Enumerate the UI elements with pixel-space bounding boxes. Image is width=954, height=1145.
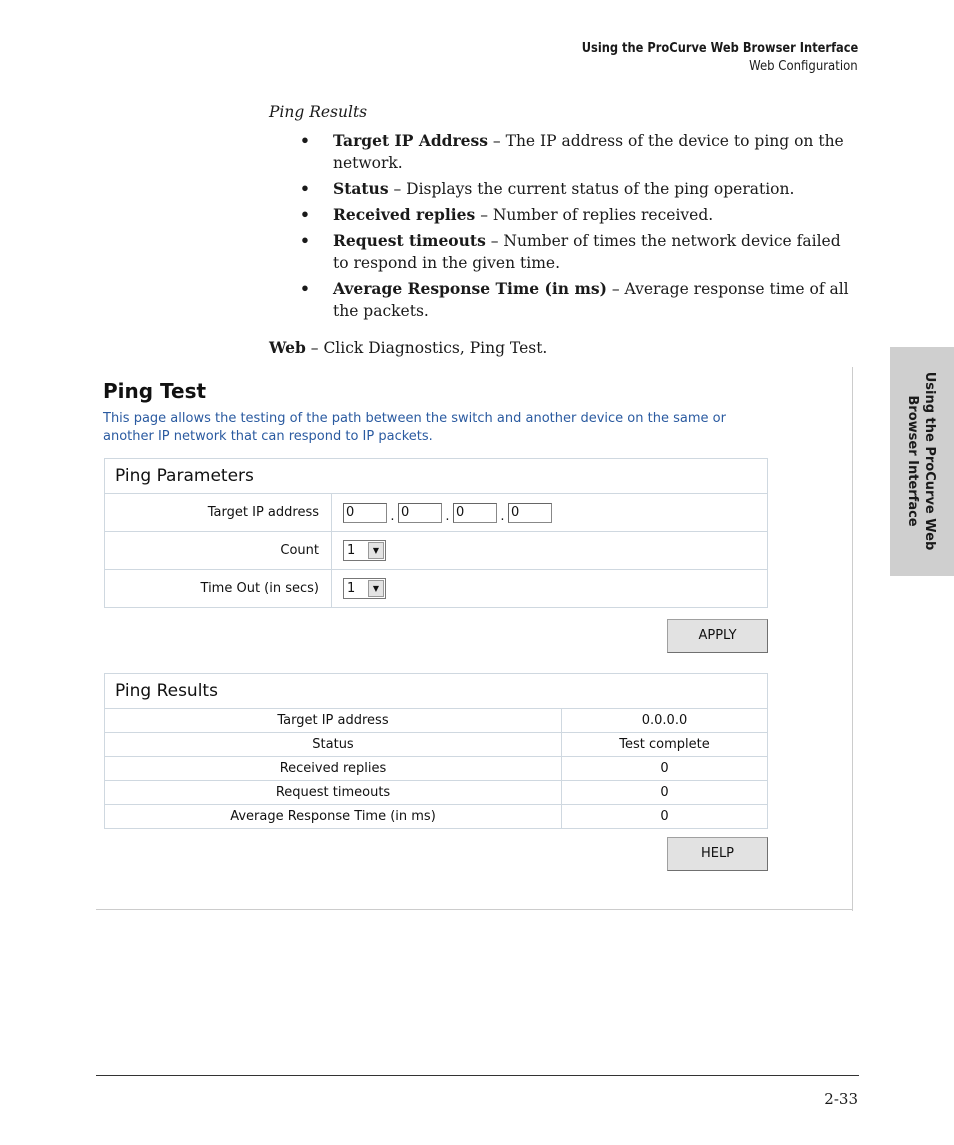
- list-item: [300, 178, 860, 200]
- ping-results-panel: [104, 673, 768, 829]
- ping-results-subheading: Ping Results: [269, 103, 368, 121]
- target-ip-row: [105, 494, 767, 532]
- field-description: – Number of replies received.: [475, 206, 714, 224]
- timeout-row: [105, 570, 767, 607]
- table-row: [105, 805, 767, 828]
- count-row: [105, 532, 767, 570]
- timeout-control: [332, 570, 767, 607]
- list-item: [300, 230, 860, 274]
- bullet-icon: •: [300, 131, 310, 150]
- field-term: Received replies: [333, 205, 476, 224]
- target-ip-inputs: [332, 494, 767, 531]
- dropdown-arrow-icon[interactable]: ▼: [368, 580, 384, 597]
- ping-results-field-list: [300, 130, 860, 326]
- count-label: Count: [105, 532, 332, 569]
- timeout-label: Time Out (in secs): [105, 570, 332, 607]
- ip-separator: .: [500, 509, 505, 524]
- result-value: 0.0.0.0: [641, 713, 688, 728]
- ip-octet-1-input[interactable]: 0: [343, 503, 387, 523]
- result-label: Target IP address: [105, 709, 562, 732]
- web-instruction-text: – Click Diagnostics, Ping Test.: [305, 339, 548, 357]
- ping-parameters-panel: [104, 458, 768, 608]
- result-label: Received replies: [105, 757, 562, 780]
- web-instruction: [269, 338, 547, 357]
- ip-octet-2-input[interactable]: 0: [398, 503, 442, 523]
- ping-parameters-title: Ping Parameters: [105, 459, 767, 494]
- table-row: [105, 757, 767, 781]
- help-button[interactable]: HELP: [667, 837, 768, 871]
- field-term: Average Response Time (in ms): [333, 279, 607, 298]
- running-header-title: Using the ProCurve Web Browser Interface: [581, 41, 858, 56]
- bullet-icon: •: [300, 231, 310, 250]
- count-select-value: 1: [347, 543, 356, 558]
- field-description: – Number of times the network device failed to respond in the given time.: [333, 232, 841, 272]
- result-label: Status: [105, 733, 562, 756]
- table-row: [105, 733, 767, 757]
- list-item: [300, 278, 860, 322]
- result-value: 0: [660, 809, 669, 824]
- bullet-icon: •: [300, 205, 310, 224]
- footer-rule: [96, 1075, 859, 1076]
- result-value: 0: [660, 785, 669, 800]
- field-description: – Average response time of all the packets.: [333, 280, 849, 320]
- dropdown-arrow-icon[interactable]: ▼: [368, 542, 384, 559]
- field-term: Target IP Address: [333, 131, 488, 150]
- field-term: Status: [333, 179, 389, 198]
- field-term: Request timeouts: [333, 231, 486, 250]
- running-header-subtitle: Web Configuration: [749, 59, 858, 74]
- ip-separator: .: [445, 509, 450, 524]
- field-description: – Displays the current status of the ping operation.: [388, 180, 795, 198]
- table-row: [105, 709, 767, 733]
- ping-results-title: Ping Results: [105, 674, 767, 709]
- timeout-select-value: 1: [347, 581, 356, 596]
- result-value: Test complete: [619, 737, 710, 752]
- web-label: Web: [269, 338, 306, 357]
- count-control: [332, 532, 767, 569]
- section-thumb-tab-label: Using the ProCurve Web Browser Interface: [905, 371, 937, 551]
- result-label: Request timeouts: [105, 781, 562, 804]
- page-number: 2-33: [824, 1090, 858, 1108]
- ip-octet-4-input[interactable]: 0: [508, 503, 552, 523]
- result-value: 0: [660, 761, 669, 776]
- ip-octet-3-input[interactable]: 0: [453, 503, 497, 523]
- screenshot-frame-bottom: [96, 909, 853, 910]
- target-ip-label: Target IP address: [105, 494, 332, 531]
- timeout-select[interactable]: [343, 578, 386, 599]
- ip-separator: .: [390, 509, 395, 524]
- list-item: [300, 130, 860, 174]
- apply-button[interactable]: APPLY: [667, 619, 768, 653]
- screenshot-frame-right: [852, 367, 853, 911]
- table-row: [105, 781, 767, 805]
- result-label: Average Response Time (in ms): [105, 805, 562, 828]
- list-item: [300, 204, 860, 226]
- page-description: This page allows the testing of the path between the switch and another device on the same or another IP network that can respond to IP packets.: [103, 411, 726, 444]
- field-description: – The IP address of the device to ping on the network.: [333, 132, 844, 172]
- bullet-icon: •: [300, 279, 310, 298]
- count-select[interactable]: [343, 540, 386, 561]
- page-title: Ping Test: [103, 379, 207, 403]
- bullet-icon: •: [300, 179, 310, 198]
